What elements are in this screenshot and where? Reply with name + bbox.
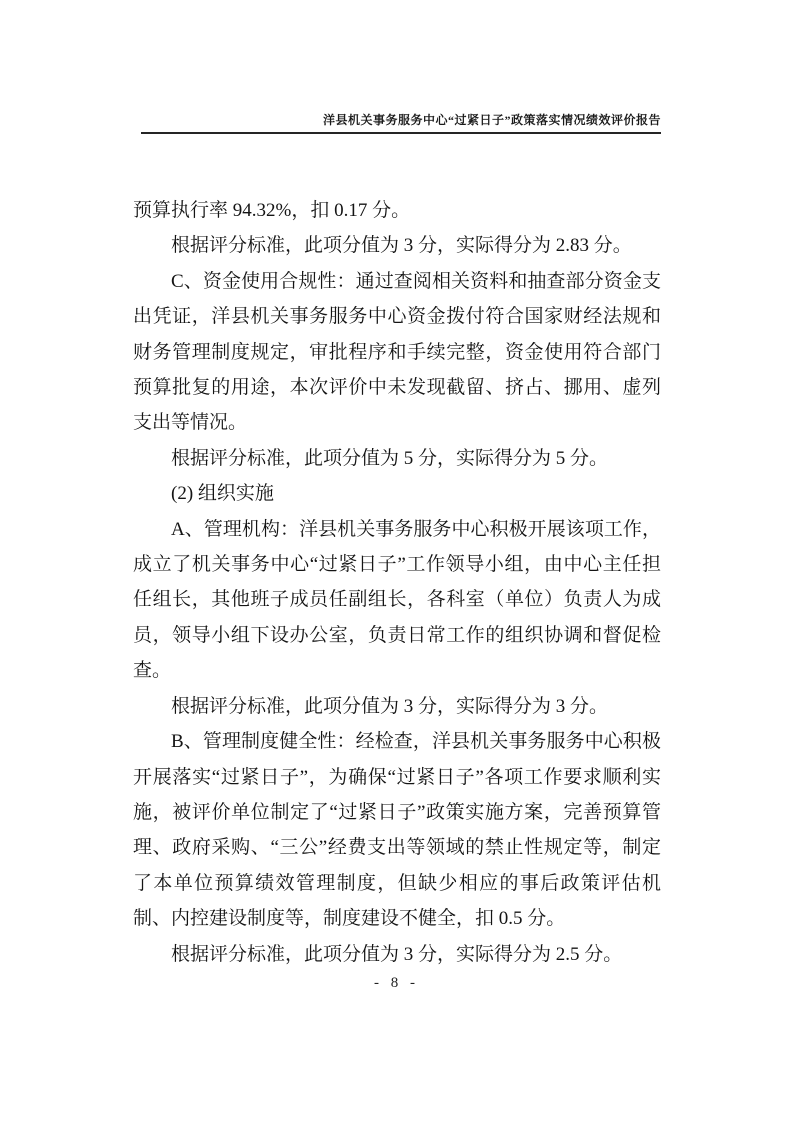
page-number: - 8 - xyxy=(374,975,419,991)
body-paragraph: B、管理制度健全性：经检查，洋县机关事务服务中心积极开展落实“过紧日子”，为确保“过紧日子”各项工作要求顺利实施，被评价单位制定了“过紧日子”政策实施方案，完善预算管理、政府采购、“三公”经费支出等领域的禁止性规定等，制定了本单位预算绩效管理制度，但缺少相应的事后政策评估机制、内控建设制度等，制度建设不健全，扣 0.5 分。 xyxy=(133,731,661,930)
body-paragraph: A、管理机构：洋县机关事务服务中心积极开展该项工作，成立了机关事务中心“过紧日子”工作领导小组，由中心主任担任组长，其他班子成员任副组长，各科室（单位）负责人为成员，领导小组下设办公室，负责日常工作的组织协调和督促检查。 xyxy=(133,518,661,682)
body-paragraph: 根据评分标准，此项分值为 3 分，实际得分为 2.83 分。 xyxy=(171,235,632,257)
body-paragraph: 根据评分标准，此项分值为 3 分，实际得分为 3 分。 xyxy=(171,695,609,717)
body-paragraph: (2) 组织实施 xyxy=(171,483,274,505)
page-footer xyxy=(0,974,793,992)
document-body xyxy=(133,193,661,972)
header-title: 洋县机关事务服务中心“过紧日子”政策落实情况绩效评价报告 xyxy=(322,113,661,127)
body-paragraph: 根据评分标准，此项分值为 5 分，实际得分为 5 分。 xyxy=(171,447,609,469)
page-header xyxy=(141,111,661,134)
header-rule xyxy=(141,132,661,134)
body-paragraph: 根据评分标准，此项分值为 3 分，实际得分为 2.5 分。 xyxy=(171,943,623,965)
body-paragraph: 预算执行率 94.32%，扣 0.17 分。 xyxy=(133,200,411,221)
body-paragraph: C、资金使用合规性：通过查阅相关资料和抽查部分资金支出凭证，洋县机关事务服务中心资金拨付符合国家财经法规和财务管理制度规定，审批程序和手续完整，资金使用符合部门预算批复的用途，本次评价中未发现截留、挤占、挪用、虚列支出等情况。 xyxy=(133,270,661,434)
